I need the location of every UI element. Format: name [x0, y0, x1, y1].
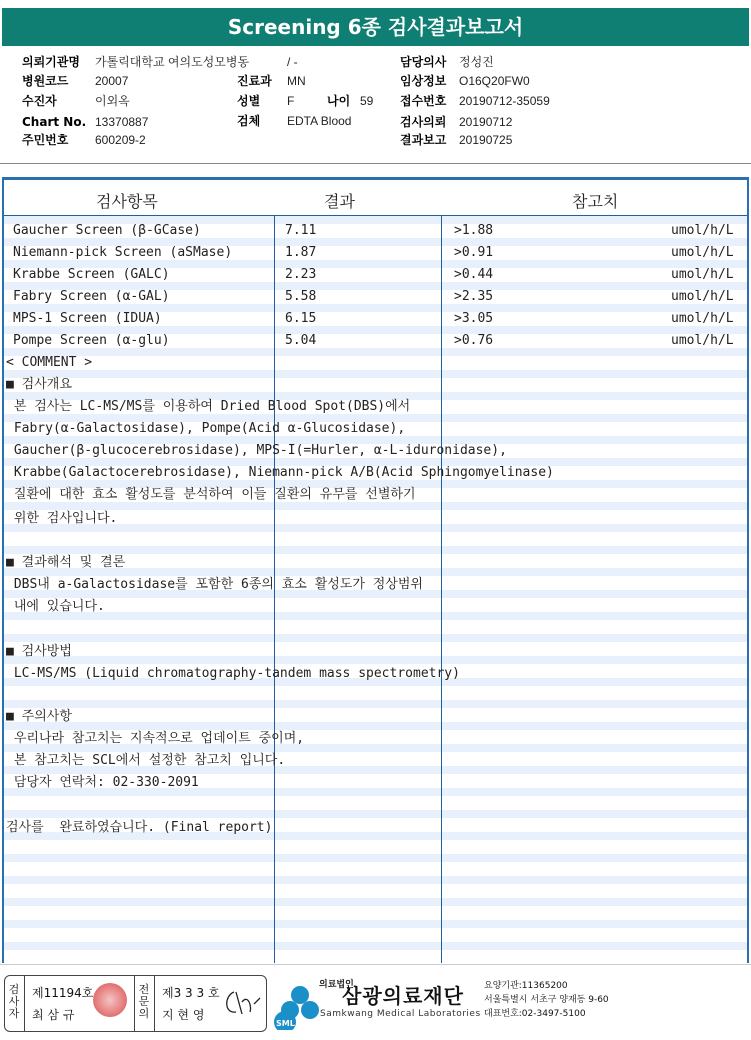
comment-line: 위한 검사입니다.	[6, 511, 118, 526]
test-result: 5.58	[285, 289, 317, 304]
test-item: Niemann-pick Screen (aSMase)	[13, 245, 233, 260]
test-unit: umol/h/L	[671, 223, 734, 238]
specialist-license: 제3 3 3 호	[162, 986, 220, 1000]
label-hospital-code: 병원코드	[22, 74, 69, 88]
comment-label: < COMMENT >	[6, 355, 93, 370]
technician-license: 제11194호	[32, 986, 94, 1000]
value-specimen: EDTA Blood	[287, 114, 352, 128]
logo-abbr: SML	[276, 1019, 295, 1028]
comment-line: 내에 있습니다.	[6, 599, 105, 614]
label-resident-no: 주민번호	[22, 133, 69, 147]
org-phone: 대표번호:02-3497-5100	[484, 1009, 586, 1019]
comment-line: 본 검사는 LC-MS/MS를 이용하여 Dried Blood Spot(DBS)에서	[6, 399, 411, 414]
table-header	[4, 180, 747, 216]
official-seal-stamp	[93, 983, 127, 1017]
header-test-item: 검사항목	[96, 192, 158, 211]
test-reference: >1.88	[454, 223, 494, 238]
test-result: 5.04	[285, 333, 317, 348]
value-chart-no: 13370887	[95, 115, 149, 129]
column-divider-result	[274, 180, 275, 963]
test-reference: >0.44	[454, 267, 494, 282]
test-item: MPS-1 Screen (IDUA)	[13, 311, 162, 326]
label-department: 진료과	[237, 74, 272, 88]
comment-line: Gaucher(β-glucocerebrosidase), MPS-I(=Hurler, α-L-iduronidase),	[6, 443, 507, 458]
org-address: 서울특별시 서초구 양재동 9-60	[484, 995, 609, 1005]
value-department: MN	[287, 74, 306, 88]
test-reference: >0.76	[454, 333, 494, 348]
test-unit: umol/h/L	[671, 267, 734, 282]
label-requesting-institution: 의뢰기관명	[22, 55, 80, 69]
label-request-date: 검사의뢰	[400, 115, 447, 129]
test-result: 6.15	[285, 311, 317, 326]
comment-line: DBS내 a-Galactosidase를 포함한 6종의 효소 활성도가 정상범위	[6, 577, 423, 592]
test-reference: >2.35	[454, 289, 494, 304]
label-chart-no: Chart No.	[22, 115, 87, 129]
label-age: 나이	[327, 94, 351, 108]
test-item: Pompe Screen (α-glu)	[13, 333, 170, 348]
test-result: 1.87	[285, 245, 317, 260]
comment-contact: 담당자 연락처: 02-330-2091	[6, 775, 199, 790]
comment-line: Fabry(α-Galactosidase), Pompe(Acid α-Glucosidase),	[6, 421, 406, 436]
value-sex: F	[287, 94, 295, 108]
sig-divider	[24, 975, 25, 1032]
technician-label: 검사자	[8, 983, 20, 1020]
comment-heading-method: ■ 검사방법	[6, 644, 72, 659]
label-accession-no: 접수번호	[400, 94, 447, 108]
value-requesting-institution: 가톨릭대학교 여의도성모병동	[95, 55, 250, 69]
test-result: 2.23	[285, 267, 317, 282]
value-clinical-info: O16Q20FW0	[459, 74, 530, 88]
comment-heading-overview: ■ 검사개요	[6, 377, 72, 392]
label-clinical-info: 임상정보	[400, 74, 447, 88]
sig-divider	[134, 975, 135, 1032]
label-patient: 수진자	[22, 94, 57, 108]
footer-divider	[0, 964, 751, 965]
specialist-label: 전문의	[138, 983, 150, 1020]
test-item: Fabry Screen (α-GAL)	[13, 289, 170, 304]
org-name: 삼광의료재단	[342, 984, 464, 1008]
comment-heading-caution: ■ 주의사항	[6, 709, 72, 724]
comment-line: 본 참고치는 SCL에서 설정한 참고치 입니다.	[6, 753, 286, 768]
header-result: 결과	[324, 192, 355, 211]
label-sex: 성별	[237, 94, 261, 108]
value-request-date: 20190712	[459, 115, 513, 129]
report-footer	[0, 970, 751, 1040]
label-doctor: 담당의사	[400, 55, 447, 69]
final-report-note: 검사를 완료하였습니다. (Final report)	[6, 820, 273, 835]
value-hospital-code: 20007	[95, 74, 129, 88]
org-institution-code: 요양기관:11365200	[484, 981, 568, 991]
org-type: 의료법인	[319, 980, 354, 990]
report-title: Screening 6종 검사결과보고서	[2, 8, 749, 46]
value-report-date: 20190725	[459, 133, 513, 147]
comment-line: Krabbe(Galactocerebrosidase), Niemann-pick A/B(Acid Sphingomyelinase)	[6, 465, 554, 480]
header-divider	[0, 163, 751, 164]
test-unit: umol/h/L	[671, 333, 734, 348]
header-reference: 참고치	[572, 192, 619, 211]
test-item: Krabbe Screen (GALC)	[13, 267, 170, 282]
org-english-name: Samkwang Medical Laboratories	[320, 1009, 481, 1019]
value-accession-no: 20190712-35059	[459, 94, 550, 108]
test-unit: umol/h/L	[671, 311, 734, 326]
specialist-signature	[222, 986, 264, 1020]
value-ward: / -	[287, 55, 298, 69]
test-reference: >0.91	[454, 245, 494, 260]
comment-heading-interpretation: ■ 결과해석 및 결론	[6, 555, 126, 570]
test-item: Gaucher Screen (β-GCase)	[13, 223, 201, 238]
test-result: 7.11	[285, 223, 317, 238]
specialist-name: 지 현 영	[162, 1008, 205, 1022]
column-divider-reference	[441, 180, 442, 963]
value-patient: 이외옥	[95, 94, 130, 108]
test-unit: umol/h/L	[671, 245, 734, 260]
comment-line: 우리나라 참고치는 지속적으로 업데이트 중이며,	[6, 731, 305, 746]
value-doctor: 정성진	[459, 55, 494, 69]
test-unit: umol/h/L	[671, 289, 734, 304]
comment-line: LC-MS/MS (Liquid chromatography-tandem mass spectrometry)	[6, 666, 460, 681]
value-age: 59	[360, 94, 374, 108]
sig-divider	[154, 975, 155, 1032]
test-reference: >3.05	[454, 311, 494, 326]
result-panel	[2, 177, 749, 963]
technician-name: 최 삼 규	[32, 1008, 75, 1022]
comment-line: 질환에 대한 효소 활성도를 분석하여 이들 질환의 유무를 선별하기	[6, 487, 416, 502]
value-resident-no: 600209-2	[95, 133, 146, 147]
label-specimen: 검체	[237, 114, 261, 128]
label-report-date: 결과보고	[400, 133, 447, 147]
